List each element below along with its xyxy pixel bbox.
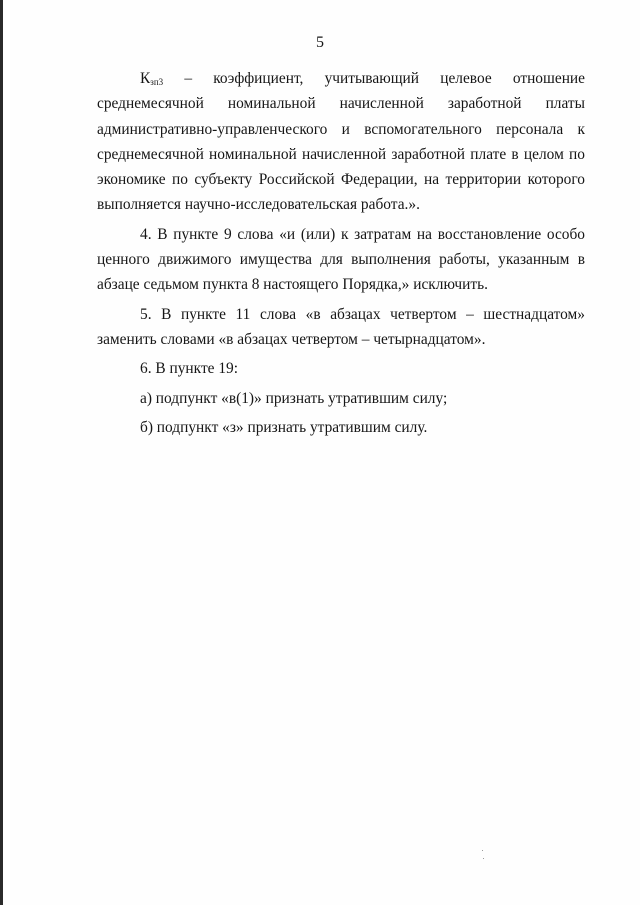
item-6a-paragraph: а) подпункт «в(1)» признать утратившим силу; (140, 389, 448, 407)
item-4-paragraph: 4. В пункте 9 слова «и (или) к затратам на восстановление особо ценного движимого имущества для выполнения работы, указанным в абзаце седьмом пункта 8 настоящего Порядка,» исключить. (97, 225, 585, 294)
coefficient-subscript: зп3 (150, 77, 164, 87)
coefficient-definition-start: – коэффициент, учитывающий целевое отношение среднемесячной номинальной начисленной заработной платы административно-управленческого и вспомогательного персонала (97, 70, 585, 138)
item-5-paragraph: 5. В пункте 11 слова «в абзацах четвертом – шестнадцатом» заменить словами «в абзацах четвертом – четырнадцатом». (97, 305, 585, 348)
item-6-paragraph: 6. В пункте 19: (140, 360, 239, 378)
item-6b-paragraph: б) подпункт «з» признать утратившим силу. (140, 418, 428, 436)
coefficient-definition-paragraph (97, 66, 585, 218)
coefficient-definition-end: к среднемесячной номинальной начисленной заработной плате в целом по экономике по субъекту Российской Федерации, на территории которого выполняется научно-исследовательская работа.». (97, 120, 585, 214)
page-number: 5 (316, 34, 324, 51)
scan-speck (483, 858, 484, 859)
document-body (97, 66, 585, 440)
scan-speck (482, 850, 483, 851)
coefficient-symbol: К (140, 70, 151, 87)
scan-edge-mark (0, 0, 3, 905)
